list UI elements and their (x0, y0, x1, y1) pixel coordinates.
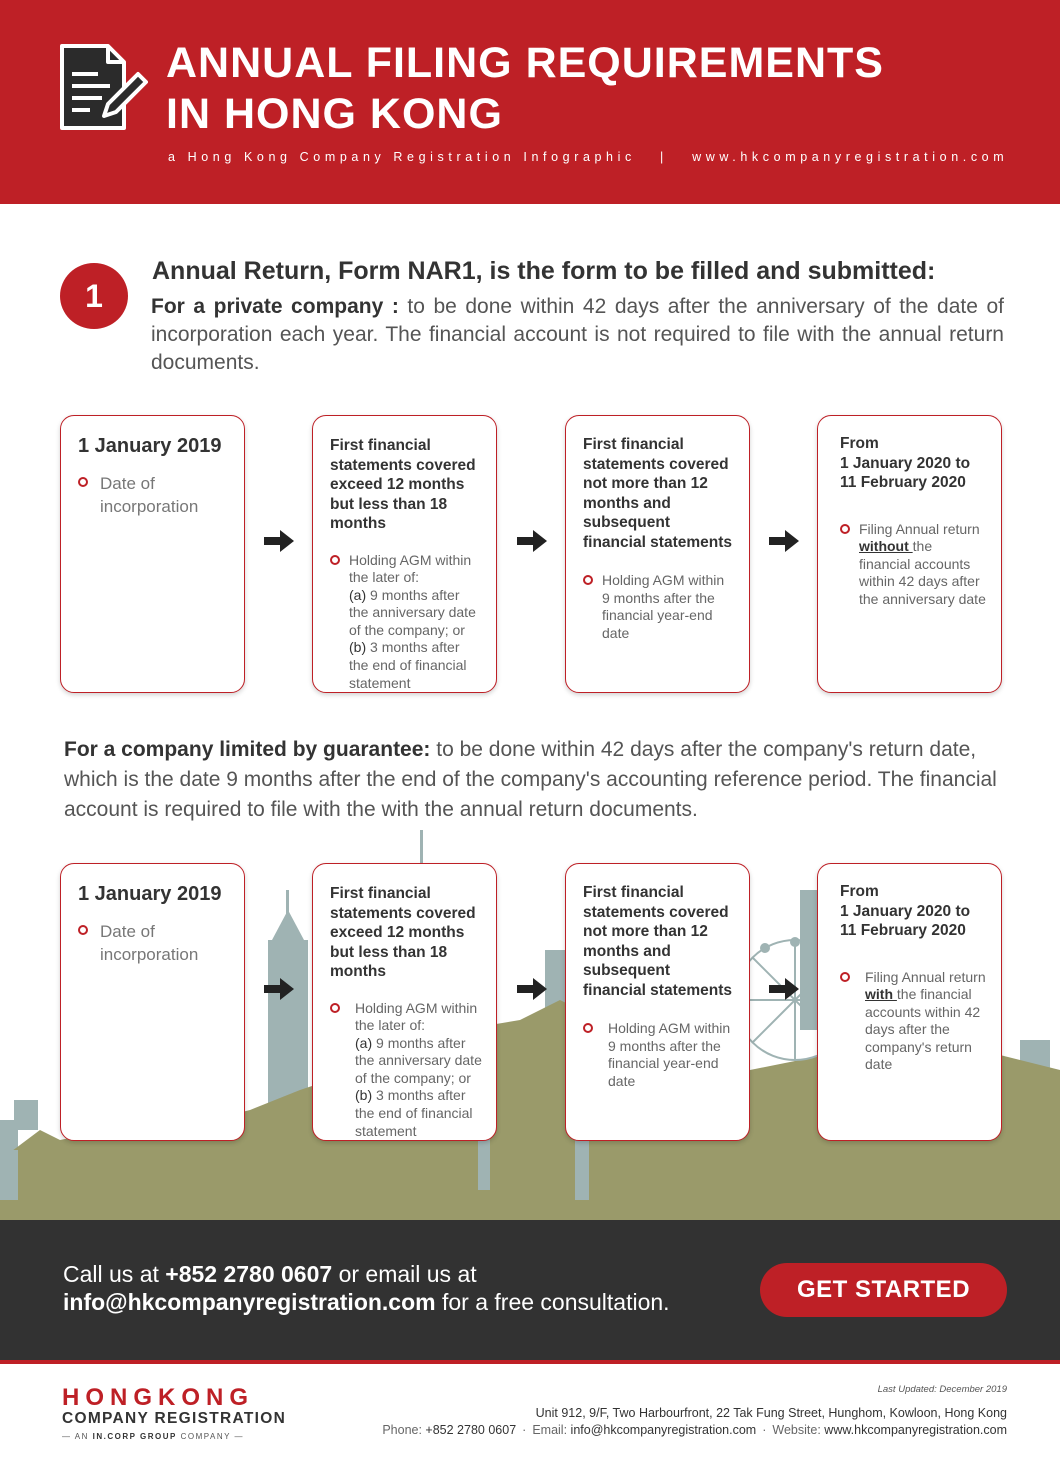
timeline-card-first-statements-short: First financial statements covered not more than 12 months and subsequent financial statements Holding AGM within 9 months after the financial year-end date (565, 863, 750, 1141)
footer-phone[interactable]: +852 2780 0607 (421, 1423, 517, 1437)
private-company-paragraph: For a private company : to be done within 42 days after the anniversary of the date of incorporation each year. The financial account is not required to file with the annual return documents. (151, 295, 1004, 374)
arrow-right-icon (769, 978, 799, 1000)
timeline-card-filing-without-accounts: From 1 January 2020 to 11 February 2020 Filing Annual return without the financial accounts within 42 days after the anniversary date (817, 415, 1002, 693)
arrow-right-icon (264, 530, 294, 552)
company-logo-tagline: — AN IN.CORP GROUP COMPANY — (62, 1432, 245, 1441)
timeline-card-first-statements-long: First financial statements covered exceed 12 months but less than 18 months Holding AGM within the later of: (a) 9 months after the anniversary date of the company; or (b) 3 months after the end of financial statement (312, 863, 497, 1141)
arrow-right-icon (769, 530, 799, 552)
footer-divider (0, 1360, 1060, 1364)
contact-details: Phone: +852 2780 0607 · Email: info@hkcompanyregistration.com · Website: www.hkcompanyregistration.com (382, 1423, 1007, 1437)
footer-website-link[interactable]: www.hkcompanyregistration.com (820, 1423, 1007, 1437)
timeline-bullet: Filing Annual return without the financial accounts within 42 days after the anniversary date (840, 521, 987, 609)
timeline-bullet: Holding AGM within 9 months after the financial year-end date (583, 572, 735, 642)
footer-email-link[interactable]: info@hkcompanyregistration.com (567, 1423, 757, 1437)
company-address: Unit 912, 9/F, Two Harbourfront, 22 Tak Fung Street, Hunghom, Kowloon, Hong Kong (535, 1406, 1007, 1420)
timeline-bullet: Holding AGM within 9 months after the financial year-end date (583, 1020, 735, 1090)
step-number-badge: 1 (60, 263, 128, 329)
guarantee-company-paragraph: For a company limited by guarantee: to be done within 42 days after the company's return date, which is the date 9 months after the end of the company's accounting reference period. The financial account is required to file with the with the annual return documents. (64, 738, 997, 821)
cta-band (0, 1220, 1060, 1360)
document-pen-icon (58, 42, 148, 134)
page-subtitle: a Hong Kong Company Registration Infographic | www.hkcompanyregistration.com (168, 150, 1009, 164)
last-updated: Last Updated: December 2019 (877, 1384, 1007, 1395)
cta-phone[interactable]: +852 2780 0607 (165, 1261, 333, 1287)
company-logo[interactable]: HONGKONG (62, 1384, 254, 1411)
timeline-card-incorporation: 1 January 2019 Date of incorporation (60, 863, 245, 1141)
cta-text-line1: Call us at +852 2780 0607 or email us at (63, 1261, 477, 1287)
company-logo-subtitle: COMPANY REGISTRATION (62, 1410, 287, 1427)
arrow-right-icon (517, 978, 547, 1000)
timeline-card-incorporation: 1 January 2019 Date of incorporation (60, 415, 245, 693)
arrow-right-icon (264, 978, 294, 1000)
cta-email-link[interactable]: info@hkcompanyregistration.com (63, 1289, 436, 1315)
header-banner (0, 0, 1060, 204)
cta-text-line2: info@hkcompanyregistration.com for a free consultation. (63, 1289, 670, 1315)
get-started-button[interactable]: GET STARTED (760, 1263, 1007, 1317)
timeline-card-first-statements-short: First financial statements covered not more than 12 months and subsequent financial statements Holding AGM within 9 months after the financial year-end date (565, 415, 750, 693)
timeline-card-first-statements-long: First financial statements covered exceed 12 months but less than 18 months Holding AGM within the later of: (a) 9 months after the anniversary date of the company; or (b) 3 months after the end of financial statement (312, 415, 497, 693)
timeline-bullet: Holding AGM within the later of: (a) 9 months after the anniversary date of the company; or (b) 3 months after the end of financial statement (330, 552, 482, 693)
timeline-bullet: Date of incorporation (78, 920, 230, 966)
timeline-bullet: Date of incorporation (78, 472, 230, 518)
section-heading: Annual Return, Form NAR1, is the form to be filled and submitted: (152, 257, 936, 285)
timeline-card-filing-with-accounts: From 1 January 2020 to 11 February 2020 Filing Annual return with the financial accounts within 42 days after the company's return date (817, 863, 1002, 1141)
timeline-bullet: Filing Annual return with the financial accounts within 42 days after the company's return date (840, 969, 987, 1075)
arrow-right-icon (517, 530, 547, 552)
page-title: ANNUAL FILING REQUIREMENTS IN HONG KONG (166, 39, 884, 138)
timeline-bullet: Holding AGM within the later of: (a) 9 months after the anniversary date of the company; or (b) 3 months after the end of financial statement (330, 1000, 482, 1141)
